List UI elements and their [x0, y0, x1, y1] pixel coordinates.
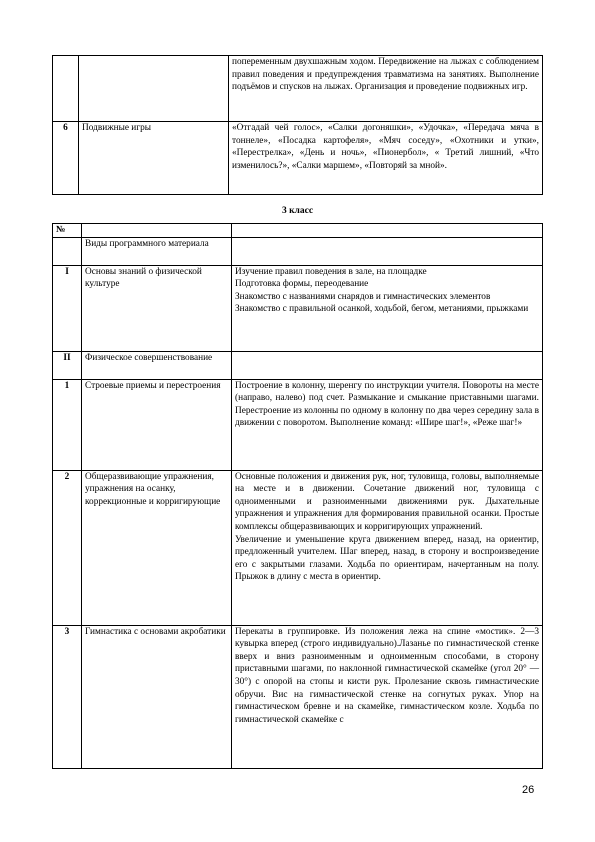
table-header-row: [53, 224, 543, 238]
top-table: [52, 55, 543, 195]
grade3-table: [52, 223, 543, 769]
content-line: Увеличение и уменьшение круга движением вперед, назад, на ориентир, предложенный учителем. Шаг вперед, назад, в сторону и воспроизведение его с закрытыми глазами. Ходьба по ориентирам, начертанным на полу. Прыжок в длину с места в ориентир.: [235, 534, 539, 583]
grade-title: 3 класс: [281, 206, 314, 216]
row-content: «Отгадай чей голос», «Салки догоняшки», «Удочка», «Передача мяча в тоннеле», «Посадка картофеля», «Мяч соседу», «Охотники и утки», «Перестрелка», «День и ночь», «Пионербол», « Третий лишний, «Что изменилось?», «Салки маршем», «Повторяй за мной».: [229, 122, 543, 195]
number-header: №: [53, 224, 82, 238]
content-line: Подготовка формы, переодевание: [235, 279, 369, 290]
section-header: Виды программного материала: [82, 237, 232, 265]
row-name: Основы знаний о физической культуре: [82, 265, 232, 351]
table-row: [53, 351, 543, 379]
row-number: I: [53, 265, 82, 351]
table-row: [53, 379, 543, 470]
empty-cell: [82, 224, 232, 238]
content-line: Перекаты в группировке. Из положения лежа на спине «мостик». 2—3 кувырка вперед (строго индивидуально).Лазанье по гимнастической стенке вверх и вниз разноименным и одноименным способами, в сторону приставными шагами, по наклонной гимнастической скамейке (угол 20° — 30°) с опорой на стопы и кисти рук. Пролезание сквозь гимнастические обручи. Вис на гимнастической стенке на согнутых руках. Упор на гимнастическом бревне и на скамейке, гимнастическом козле. Ходьба по гимнастической скамейке с: [235, 626, 539, 725]
row-number: 2: [53, 470, 82, 625]
row-number: 1: [53, 379, 82, 470]
table-row: [53, 122, 543, 195]
row-content: [232, 351, 543, 379]
row-name: Общеразвивающие упражнения, упражнения на осанку, коррекционные и корригирующие: [82, 470, 232, 625]
content-line: Основные положения и движения рук, ног, туловища, головы, выполняемые на месте и в движении. Сочетание движений ног, туловища с одноименными и разноименными движениями рук. Дыхательные упражнения и упражнения для формирования правильной осанки. Простые комплексы общеразвивающих и корригирующих упражнений.: [235, 471, 539, 532]
empty-cell: [232, 224, 543, 238]
content-line: Знакомство с правильной осанкой, ходьбой, бегом, метаниями, прыжками: [235, 304, 529, 315]
row-number: II: [53, 351, 82, 379]
empty-cell: [53, 237, 82, 265]
row-content: [232, 470, 543, 625]
table-row: [53, 470, 543, 625]
row-name: Подвижные игры: [79, 122, 229, 195]
row-content: [232, 379, 543, 470]
table-row: [53, 265, 543, 351]
table-header-row: [53, 237, 543, 265]
page-number: 26: [522, 784, 535, 796]
row-name: Строевые приемы и перестроения: [82, 379, 232, 470]
row-content: [232, 265, 543, 351]
row-content: попеременным двухшажным ходом. Передвижение на лыжах с соблюдением правил поведения и предупреждения травматизма на занятиях. Выполнение подъёмов и спусков на лыжах. Организация и проведение подвижных игр.: [229, 56, 543, 122]
empty-cell: [232, 237, 543, 265]
table-row: [53, 56, 543, 122]
content-line: Построение в колонну, шеренгу по инструкции учителя. Повороты на месте (направо, налево) под счет. Размыкание и смыкание приставными шагами. Перестроение из колонны по одному в колонну по два через середину зала в движении с поворотом. Выполнение команд: «Шире шаг!», «Реже шаг!»: [235, 380, 539, 429]
row-name: Гимнастика с основами акробатики: [82, 625, 232, 768]
content-line: Знакомство с названиями снарядов и гимнастических элементов: [235, 291, 491, 302]
row-number: 6: [53, 122, 79, 195]
row-number: 3: [53, 625, 82, 768]
row-number: [53, 56, 79, 122]
row-name: [79, 56, 229, 122]
row-content: [232, 625, 543, 768]
content-line: Изучение правил поведения в зале, на площадке: [235, 266, 427, 277]
table-row: [53, 625, 543, 768]
row-name: Физическое совершенствование: [82, 351, 232, 379]
